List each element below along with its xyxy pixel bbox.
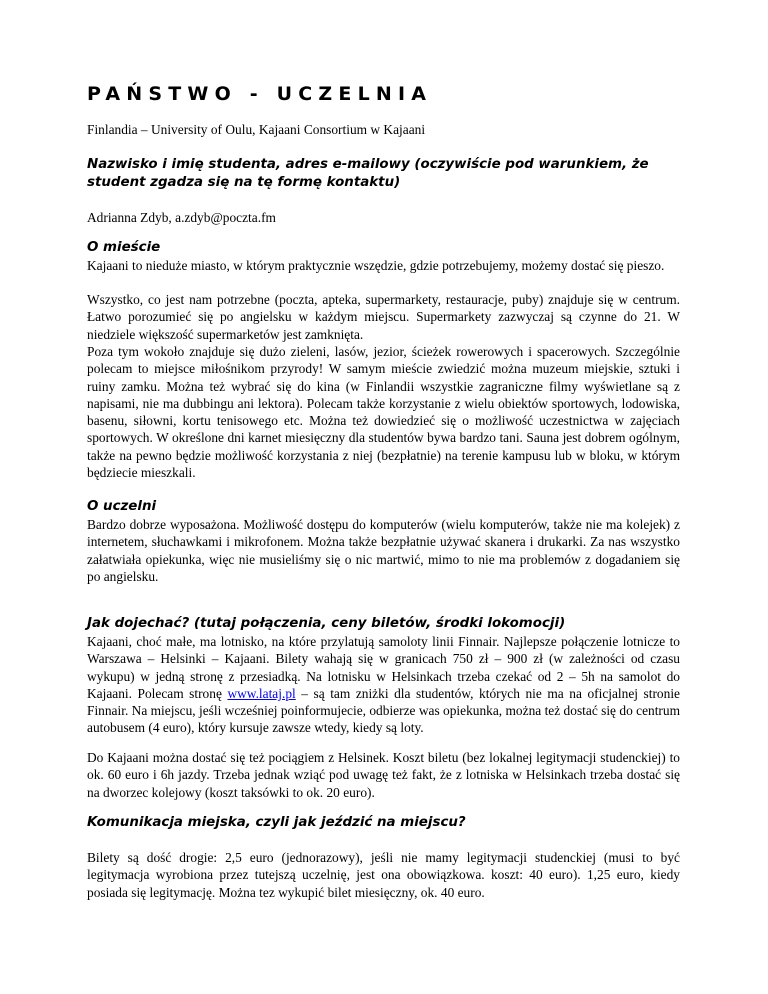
travel-heading: Jak dojechać? (tutaj połączenia, ceny biletów, środki lokomocji) bbox=[87, 616, 566, 631]
travel-text-after-link: – są tam zniżki dla studentów, których nie ma na oficjalnej stronie Finnair. Na miejscu, jeśli wcześniej poinformujecie, odbierze was opiekunka, można też dostać się do centrum autobusem (4 euro), który kursuje zawsze wtedy, kiedy są loty. bbox=[87, 685, 680, 736]
city-paragraph-2: Wszystko, co jest nam potrzebne (poczta, apteka, supermarkety, restauracje, puby) znajduje się w centrum. Łatwo porozumieć się po angielsku w każdym miejscu. Supermarkety zazwyczaj są czynne do 21. W niedziele większość supermarketów jest zamknięta. bbox=[87, 292, 680, 342]
page-title: PAŃSTWO - UCZELNIA bbox=[87, 83, 433, 105]
travel-text-before-link: Kajaani, choć małe, ma lotnisko, na które przylatują samoloty linii Finnair. Najlepsze połączenie lotnicze to Warszawa – Helsinki – Kajaani. Bilety wahają się w granicach 750 zł – 900 zł (w zależności od czasu wykupu) w jedną stronę z przesiadką. Na lotnisku w Helsinkach trzeba czekać od 2 – 5h na samolot do Kajaani. Polecam stronę bbox=[87, 634, 680, 701]
city-paragraph-1: Kajaani to nieduże miasto, w którym praktycznie wszędzie, gdzie potrzebujemy, możemy dostać się pieszo. bbox=[87, 258, 665, 273]
transport-paragraph: Bilety są dość drogie: 2,5 euro (jednorazowy), jeśli nie mamy legitymacji studenckiej (musi to być legitymacja wyrobiona przez tutejszą uczelnię, jest ona obowiązkowa. koszt: 40 euro). 1,25 euro, kiedy posiada się legitymację. Można tez wykupić bilet miesięczny, ok. 40 euro. bbox=[87, 850, 680, 900]
city-paragraph-3: Poza tym wokoło znajduje się dużo zieleni, lasów, jezior, ścieżek rowerowych i spacerowych. Szczególnie polecam to miejsce miłośnikom przyrody! W samym mieście zwiedzić można muzeum miejskie, sztuki i ruiny zamku. Można też wybrać się do kina (w Finlandii wszystkie zagraniczne filmy wyświetlane są z napisami, nie ma dubbingu ani lektora). Polecam także korzystanie z wielu obiektów sportowych, lodowiska, basenu, siłowni, kortu tenisowego etc. Można też dowiedzieć się o możliwość uczestnictwa w zajęciach sportowych. W określone dni karnet miesięczny dla studentów bywa bardzo tani. Sauna jest dobrem ogólnym, także na pewno będzie możliwość korzystania z niej (bezpłatnie) na terenie kampusu lub w bloku, w którym będziecie mieszkali. bbox=[87, 344, 680, 481]
student-heading: Nazwisko i imię studenta, adres e-mailowy (oczywiście pod warunkiem, że student zgadza się na tę formę kontaktu) bbox=[87, 157, 649, 190]
travel-paragraph-2: Do Kajaani można dostać się też pociągiem z Helsinek. Koszt biletu (bez lokalnej legitymacji studenckiej) to ok. 60 euro i 6h jazdy. Trzeba jednak wziąć pod uwagę też fakt, że z lotniska w Helsinkach trzeba dostać się na dworzec kolejowy (koszt taksówki to ok. 20 euro). bbox=[87, 750, 680, 800]
lataj-link[interactable]: www.lataj.pl bbox=[227, 685, 296, 701]
university-heading: O uczelni bbox=[87, 499, 157, 514]
subtitle: Finlandia – University of Oulu, Kajaani Consortium w Kajaani bbox=[87, 122, 426, 137]
city-heading: O mieście bbox=[87, 240, 161, 255]
travel-paragraph-1 bbox=[87, 633, 680, 737]
university-paragraph: Bardzo dobrze wyposażona. Możliwość dostępu do komputerów (wielu komputerów, także nie ma kolejek) z internetem, słuchawkami i mikrofonem. Można także bezpłatnie używać skanera i drukarki. Za nas wszystko załatwiała opiekunka, więc nie musieliśmy się o nic martwić, mimo to nie ma problemów z dogadaniem się po angielsku. bbox=[87, 517, 680, 584]
student-info: Adrianna Zdyb, a.zdyb@poczta.fm bbox=[87, 210, 276, 225]
transport-heading: Komunikacja miejska, czyli jak jeździć na miejscu? bbox=[87, 815, 466, 830]
